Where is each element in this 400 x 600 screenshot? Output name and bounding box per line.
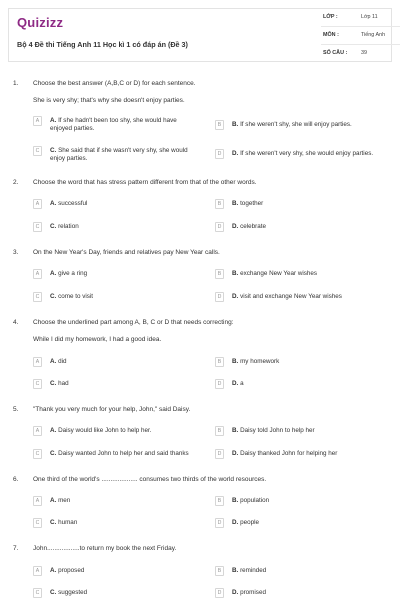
option-box[interactable]: D [215, 292, 224, 302]
question-number: 2. [13, 179, 19, 186]
meta-value: 39 [361, 50, 367, 56]
question-number: 5. [13, 406, 19, 413]
option-box[interactable]: D [215, 518, 224, 528]
option-box[interactable]: B [215, 269, 224, 279]
meta-value: Lớp 11 [361, 14, 378, 20]
meta-row-class [321, 9, 400, 27]
option-text: A. Daisy would like John to help her. [50, 427, 152, 434]
option-text: D. promised [232, 589, 266, 596]
question-text: One third of the world's .................... consumes two thirds of the world resources. [33, 476, 267, 483]
question-number: 3. [13, 249, 19, 256]
option-box[interactable]: D [215, 222, 224, 232]
option-box[interactable]: A [33, 357, 42, 367]
option-box[interactable]: A [33, 496, 42, 506]
option-box[interactable]: B [215, 120, 224, 130]
option-text: D. visit and exchange New Year wishes [232, 293, 342, 300]
question-text: Choose the word that has stress pattern different from that of the other words. [33, 179, 257, 186]
option-box[interactable]: D [215, 379, 224, 389]
meta-value: Tiếng Anh [361, 32, 386, 38]
meta-row-count [321, 45, 400, 63]
option-text: D. people [232, 519, 259, 526]
question-number: 7. [13, 545, 19, 552]
option-box[interactable]: D [215, 588, 224, 598]
option-box[interactable]: A [33, 269, 42, 279]
option-box[interactable]: A [33, 566, 42, 576]
option-text: B. Daisy told John to help her [232, 427, 315, 434]
option-box[interactable]: A [33, 199, 42, 209]
worksheet-header [8, 8, 392, 62]
option-text: C. She said that if she wasn't very shy, she would enjoy parties. [50, 147, 188, 162]
option-text: A. successful [50, 200, 88, 207]
question-number: 4. [13, 319, 19, 326]
option-text: C. come to visit [50, 293, 94, 300]
option-box[interactable]: C [33, 518, 42, 528]
option-text: D. a [232, 380, 244, 387]
question-prompt: She is very shy; that's why she doesn't enjoy parties. [33, 97, 185, 104]
option-text: D. If she weren't very shy, she would enjoy parties. [232, 150, 374, 157]
option-text: A. give a ring [50, 270, 88, 277]
option-box[interactable]: C [33, 292, 42, 302]
question-number: 6. [13, 476, 19, 483]
option-text: B. population [232, 497, 270, 504]
option-box[interactable]: B [215, 496, 224, 506]
option-text: D. celebrate [232, 223, 266, 230]
question-text: John..................to return my book the next Friday. [33, 545, 177, 552]
quizizz-logo: Quizizz [17, 15, 64, 30]
question-prompt: While I did my homework, I had a good idea. [33, 336, 162, 343]
option-text: C. suggested [50, 589, 88, 596]
option-text: C. Daisy wanted John to help her and said thanks [50, 450, 189, 457]
question-text: On the New Year's Day, friends and relatives pay New Year calls. [33, 249, 220, 256]
question-number: 1. [13, 80, 19, 87]
option-text: A. men [50, 497, 71, 504]
meta-key: SỐ CÂU : [323, 50, 348, 56]
option-text: A. If she hadn't been too shy, she would have enjoyed parties. [50, 117, 177, 132]
option-text: B. reminded [232, 567, 267, 574]
question-text: "Thank you very much for your help, John," said Daisy. [33, 406, 191, 413]
option-box[interactable]: C [33, 379, 42, 389]
option-text: D. Daisy thanked John for helping her [232, 450, 338, 457]
option-box[interactable]: B [215, 426, 224, 436]
option-text: A. did [50, 358, 67, 365]
option-text: B. If she weren't shy, she will enjoy parties. [232, 121, 352, 128]
option-text: C. human [50, 519, 78, 526]
option-box[interactable]: D [215, 149, 224, 159]
option-box[interactable]: D [215, 449, 224, 459]
option-text: B. together [232, 200, 264, 207]
option-box[interactable]: B [215, 199, 224, 209]
meta-key: MÔN : [323, 32, 339, 38]
option-box[interactable]: A [33, 116, 42, 126]
option-box[interactable]: A [33, 426, 42, 436]
option-text: C. relation [50, 223, 79, 230]
option-box[interactable]: B [215, 566, 224, 576]
question-text: Choose the best answer (A,B,C or D) for each sentence. [33, 80, 196, 87]
worksheet-title: Bộ 4 Đề thi Tiếng Anh 11 Học kì 1 có đáp án (Đề 3) [17, 40, 188, 49]
option-text: B. my homework [232, 358, 280, 365]
option-box[interactable]: C [33, 222, 42, 232]
option-text: A. proposed [50, 567, 85, 574]
option-box[interactable]: C [33, 588, 42, 598]
option-text: B. exchange New Year wishes [232, 270, 318, 277]
option-box[interactable]: C [33, 146, 42, 156]
meta-row-subject [321, 27, 400, 45]
option-text: C. had [50, 380, 69, 387]
worksheet-meta [321, 9, 400, 63]
meta-key: LỚP : [323, 14, 338, 20]
option-box[interactable]: C [33, 449, 42, 459]
question-text: Choose the underlined part among A, B, C or D that needs correcting: [33, 319, 234, 326]
option-box[interactable]: B [215, 357, 224, 367]
